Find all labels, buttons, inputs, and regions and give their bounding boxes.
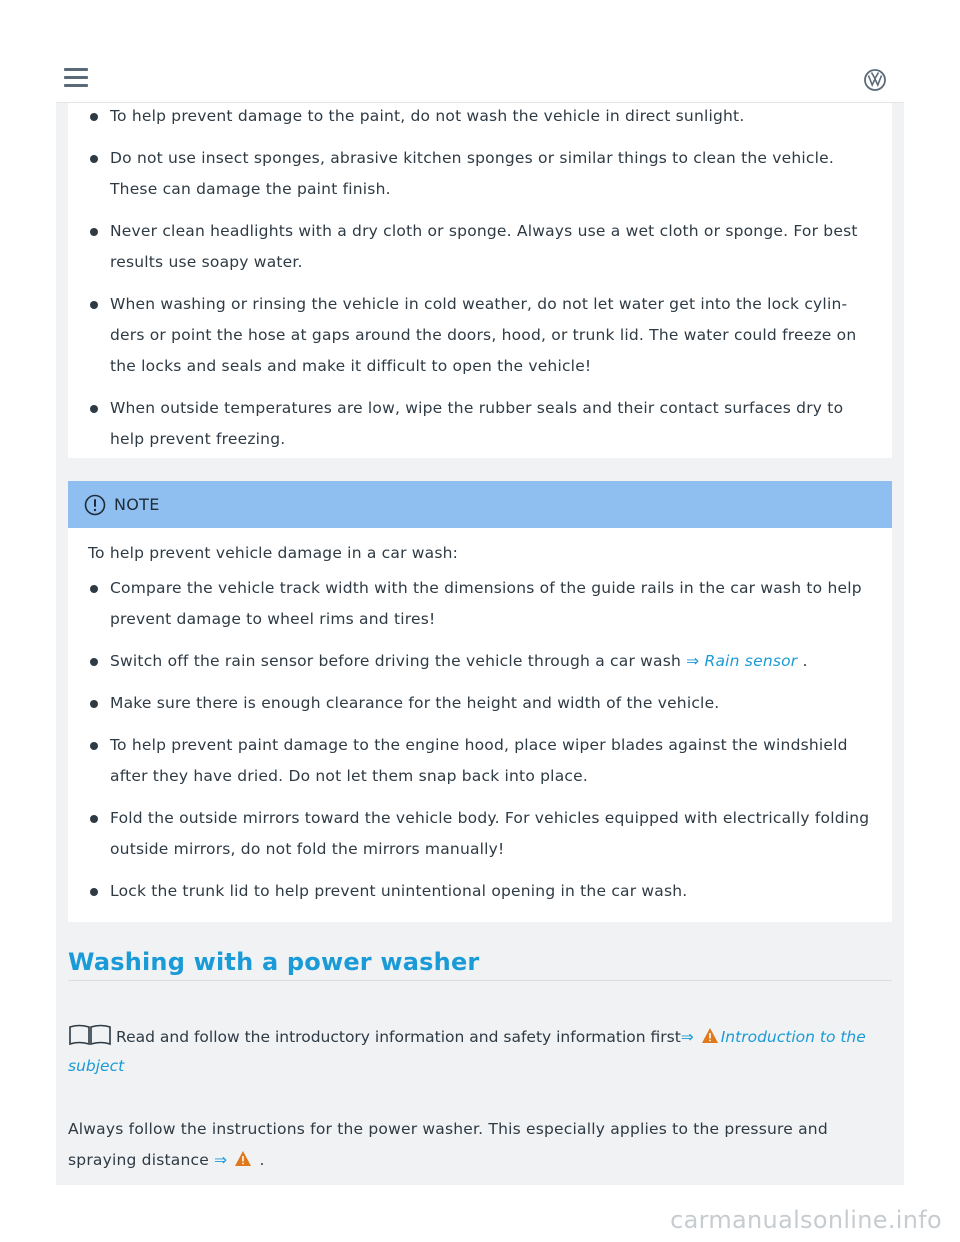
section-title: Washing with a power washer: [68, 948, 480, 976]
note-title: NOTE: [114, 495, 160, 514]
list-item: Make sure there is enough clearance for the height and width of the vehicle.: [110, 688, 874, 719]
open-book-icon: [68, 1024, 112, 1046]
vw-logo-icon[interactable]: [864, 69, 886, 91]
list-item-text: Switch off the rain sensor before driving the vehicle through a car wash: [110, 652, 682, 670]
cleaning-tips-list: [68, 101, 892, 455]
intro-text: Read and follow the introductory information and safety information first: [116, 1028, 681, 1046]
introduction-link[interactable]: Introduction to the subject: [68, 1028, 866, 1075]
watermark: carmanualsonline.info: [670, 1206, 942, 1234]
page-content: [56, 103, 904, 1185]
top-bar: [56, 56, 904, 103]
warning-icon[interactable]: [234, 1150, 252, 1167]
list-item: When outside temperatures are low, wipe the rubber seals and their contact surfaces dry to help prevent freezing.: [110, 393, 874, 455]
list-item-end: .: [797, 652, 808, 670]
warning-icon: [701, 1027, 719, 1044]
paragraph-text: Always follow the instructions for the power washer. This especially applies to the pressure and spraying distance: [68, 1120, 828, 1169]
list-item: Fold the outside mirrors toward the vehicle body. For vehicles equipped with electrically folding outside mirrors, do not fold the mirrors manually!: [110, 803, 874, 865]
intro-arrow[interactable]: ⇒: [680, 1028, 694, 1046]
power-washer-paragraph: [68, 1114, 868, 1176]
exclamation-circle-icon: [84, 494, 106, 516]
note-header: [68, 481, 892, 528]
list-item: Do not use insect sponges, abrasive kitchen sponges or similar things to clean the vehicle. These can damage the paint finish.: [110, 143, 874, 205]
note-card: [68, 481, 892, 922]
paragraph-end: .: [254, 1151, 265, 1169]
list-item: To help prevent paint damage to the engine hood, place wiper blades against the windshield after they have dried. Do not let them snap back into place.: [110, 730, 874, 792]
cleaning-tips-card: [68, 103, 892, 458]
note-list: [68, 573, 892, 907]
list-item: Lock the trunk lid to help prevent unintentional opening in the car wash.: [110, 876, 874, 907]
section-divider: [68, 980, 892, 981]
intro-reference: [68, 1023, 888, 1081]
note-intro: To help prevent vehicle damage in a car wash:: [88, 544, 459, 562]
rain-sensor-link[interactable]: ⇒ Rain sensor: [686, 652, 798, 670]
list-item: [110, 646, 874, 677]
list-item: Compare the vehicle track width with the dimensions of the guide rails in the car wash to help prevent damage to wheel rims and tires!: [110, 573, 874, 635]
list-item: To help prevent damage to the paint, do not wash the vehicle in direct sunlight.: [110, 101, 874, 132]
hamburger-menu-icon[interactable]: [64, 68, 88, 88]
list-item: Never clean headlights with a dry cloth or sponge. Always use a wet cloth or sponge. For best results use soapy water.: [110, 216, 874, 278]
list-item: When washing or rinsing the vehicle in cold weather, do not let water get into the lock cylinders or point the hose at gaps around the doors, hood, or trunk lid. The water could freeze on the locks and seals and make it difficult to open the vehicle!: [110, 289, 874, 382]
warning-link-arrow[interactable]: ⇒: [214, 1151, 228, 1169]
